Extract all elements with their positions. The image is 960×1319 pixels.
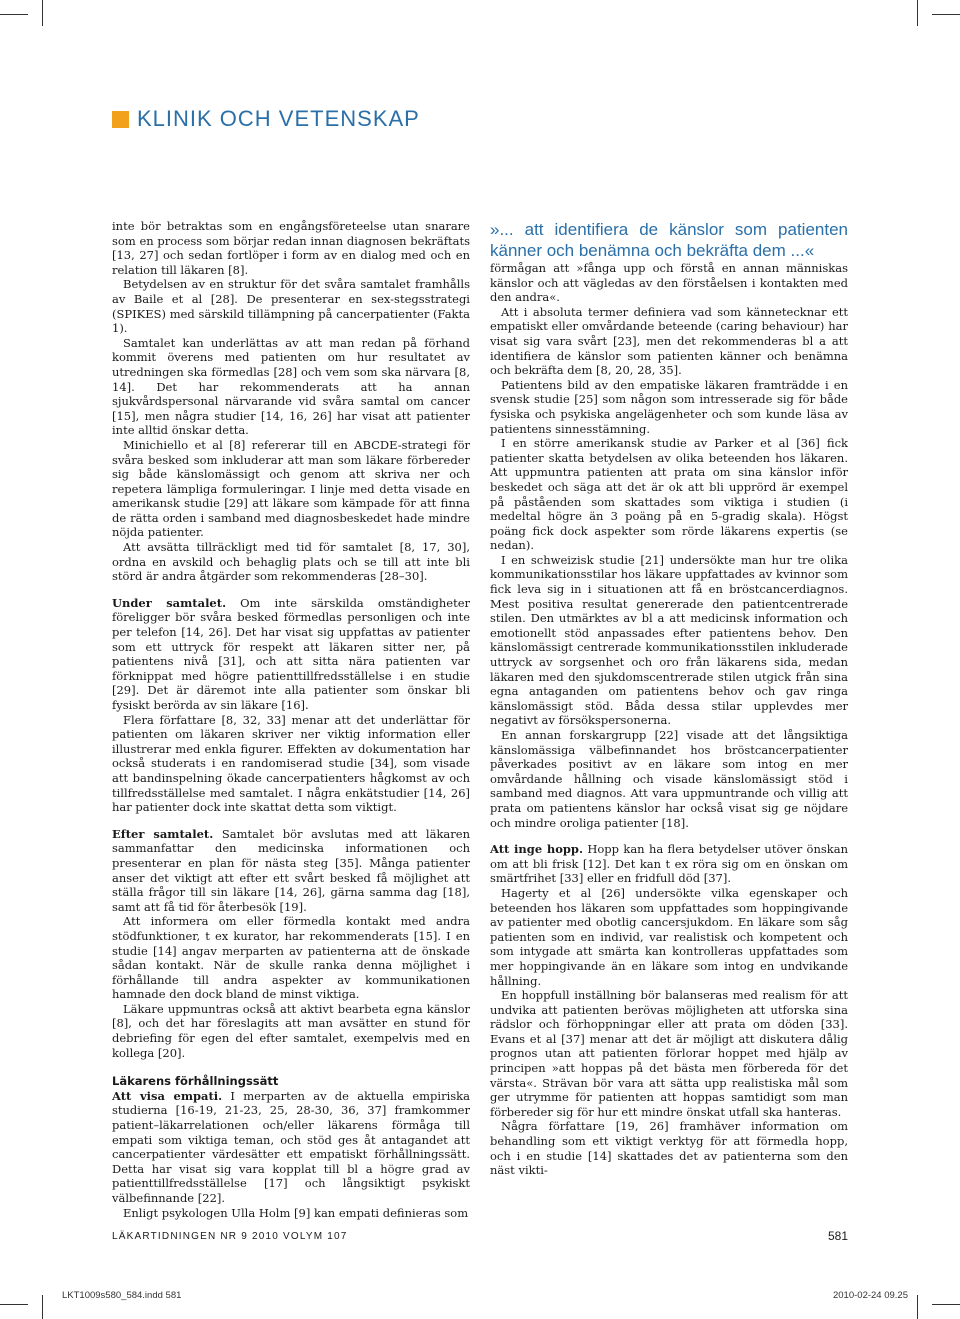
paragraph: Betydelsen av en struktur för det svåra samtalet framhålls av Baile et al [28]. De presenterar en sex-stegsstrategi (SPIKES) med särskild tillämpning på cancerpatienter (Fakta 1). (112, 277, 470, 336)
crop-mark (917, 1295, 918, 1319)
crop-mark (0, 1304, 28, 1305)
crop-mark (932, 14, 960, 15)
paragraph: Att i absoluta termer definiera vad som kännetecknar ett empatiskt eller omvårdande beteende (caring behaviour) har visat sig vara svårt [23], men det rekommenderas bl a att identifiera de känslor som patienten känner och benämna och bekräfta dem [8, 20, 28, 35]. (490, 304, 848, 378)
print-slug-date: 2010-02-24 09.25 (832, 1290, 908, 1301)
paragraph: förmågan att »fånga upp och förstå en annan människas känslor och att vägledas av den förståelsen i kontakten med den andra«. (490, 261, 848, 305)
paragraph: En hoppfull inställning bör balanseras med realism för att undvika att patienten berövas möjligheten att utforska sina rädslor och förhoppningar eller att prata om döden [33]. Evans et al [37] menar att det är möjligt att diskutera dålig prognos utan att patienten förlorar hoppet med hjälp av principen »att hoppas på det bästa men förbereda för det värsta«. Strävan bör vara att sätta upp realistiska mål som ger utrymme för patienten att hoppas samtidigt som man förbereder sig för hur ett mindre önskat utfall ska hanteras. (490, 988, 848, 1119)
paragraph: Några författare [19, 26] framhäver information om behandling som ett viktigt verktyg för att förmedla hopp, och i en studie [14] skattades det av patienterna som den näst vikti- (490, 1119, 848, 1178)
run-in-heading: Att visa empati. (112, 1088, 223, 1103)
paragraph: I en schweizisk studie [21] undersökte man hur tre olika kommunikationsstilar hos läkare uppfattades av kvinnor som fick leva sig in i situationen att få en bröstcancerdiagnos. Mest positiva resultat genererade den patientcentrerade stilen. Den utmärktes av bl a att medicinsk information och emotionellt stöd anpassades efter patientens behov. Den känslomässigt centrerade kommunikationsstilen inkluderade uttryck av sorgsenhet och oro från läkarens sida, medan läkaren med den sjukdomscentrerade stilen utgick från sina egna antaganden om patientens behov och gav ringa känslomässigt stöd. Båda dessa stilar upplevdes mer negativt av försökspersonerna. (490, 552, 848, 728)
right-column (490, 219, 848, 1178)
paragraph: I en större amerikansk studie av Parker et al [36] fick patienter skatta betydelsen av olika beteenden hos läkaren. Att uppmuntra patienten att prata om sina känslor inför beskedet och säga att det är ok att bli upprörd är exempel på påståenden som skattades som viktiga i studien (i medeltal högre än 3 poäng på en 5-gradig skala). Högst poäng fick dock aspekter som rörde läkarens expertis (se nedan). (490, 436, 848, 553)
paragraph: En annan forskargrupp [22] visade att det långsiktiga känslomässiga välbefinnandet hos bröstcancerpatienter påverkades positivt av en läkare som intog en mer omvårdande hållning och visade känslomässigt stöd i samband med diagnos. Att vara uppmuntrande och villig att prata om patientens känslor har också visat sig ge nöjdare och mindre oroliga patienter [18]. (490, 728, 848, 830)
crop-mark (42, 1295, 43, 1319)
run-in-heading: Efter samtalet. (112, 826, 214, 841)
left-column (112, 219, 470, 1220)
paragraph: Hagerty et al [26] undersökte vilka egenskaper och beteenden hos läkaren som uppfattades som hoppingivande av patienter med obotlig cancersjukdom. En läkare som såg patienten som en individ, var realistisk och kompetent och som intygade att smärta kan kontrolleras uppfattades som mer hoppingivande än en läkare som intog en undvikande hållning. (490, 885, 848, 988)
page-number: 581 (827, 1229, 848, 1243)
paragraph: Att visa empati. I merparten av de aktuella empiriska studierna [16-19, 21-23, 25, 28-30, 36, 37] framkommer patient–läkarrelationen och/eller läkarens förmåga till empati som viktiga teman, och stöd ges åt antagandet att cancerpatienter värdesätter ett empatiskt förhållningssätt. Detta har visat sig vara kopplat till bl a högre grad av patienttillfredsställelse [17] och långsiktigt psykiskt välbefinnande [22]. (112, 1088, 470, 1205)
paragraph: Läkare uppmuntras också att aktivt bearbeta egna känslor [8], och det har föreslagits att man avsätter en stund för debriefing för egen del efter samtalet, exempelvis med en kollega [20]. (112, 1001, 470, 1060)
crop-mark (42, 0, 43, 26)
paragraph: Enligt psykologen Ulla Holm [9] kan empati definieras som (123, 1205, 469, 1220)
subheading: Läkarens förhållningssätt (112, 1074, 279, 1089)
crop-mark (0, 14, 28, 15)
section-marker-square (112, 111, 129, 128)
paragraph: Samtalet kan underlättas av att man redan på förhand kommit överens med patienten om hur resultatet av utredningen ska förmedlas [28] och vem som ska närvara [8, 14]. Det har rekommenderats att ha annan sjukvårdspersonal närvarande vid svåra samtal om cancer [15], men några studier [14, 16, 26] har visat att patienter inte alltid önskar detta. (112, 335, 470, 438)
paragraph: Minichiello et al [8] refererar till en ABCDE-strategi för svåra besked som inkluderar att man som läkare förbereder sig både känslomässigt och genom att skriva ner och repetera lämpliga formuleringar. I linje med detta visade en amerikansk studie [29] att läkare som kämpade för att finna de rätta orden i samband med diagnosbeskedet hade mindre nöjda patienter. (112, 437, 470, 540)
paragraph: Att inge hopp. Hopp kan ha flera betydelser utöver önskan om att bli frisk [12]. Det kan t ex röra sig om en önskan om smärtfrihet [33] eller en fridfull död [37]. (490, 842, 849, 886)
paragraph: Under samtalet. Om inte särskilda omständigheter föreligger bör svåra besked förmedlas personligen och inte per telefon [14, 26]. Det har visat sig uppfattas av patienter som ett uttryck för respekt att läkaren sitter ner, på patientens nivå [31], och att sitta nära patienten var förknippat med högre patienttillfredsställelse i en studie [29]. Det är däremot inte alla patienter som önskar bli fysiskt berörda av sin läkare [16]. (112, 595, 470, 712)
run-in-heading: Under samtalet. (112, 595, 227, 610)
pull-quote: »... att identifiera de känslor som patienten känner och benämna och bekräfta dem ...« (490, 220, 848, 260)
run-in-heading: Att inge hopp. (490, 842, 583, 857)
paragraph: Efter samtalet. Samtalet bör avslutas med att läkaren sammanfattar den medicinska informationen och presenterar en plan för nästa steg [35]. Många patienter anser det viktigt att efter ett svårt besked få möjlighet att ställa frågor till sin läkare [14, 26], gärna samma dag [18], samt att få tid för återbesök [19]. (112, 826, 470, 914)
paragraph: Patientens bild av den empatiske läkaren framträdde i en svensk studie [25] som någon som intresserade sig för både fysiska och psykiska angelägenheter och som kunde läsa av patientens sinnesstämning. (490, 377, 848, 436)
section-header (112, 106, 420, 132)
crop-mark (917, 0, 918, 26)
paragraph: Flera författare [8, 32, 33] menar att det underlättar för patienten om läkaren skriver ner viktig information eller illustrerar med enkla figurer. Effekten av dokumentation har också studerats i en randomiserad studie [34], som visade att bandinspelning ökade cancerpatienters hågkomst av och tillfredsställelse med samtalet. I några enkätstudier [14, 26] har patienter dock inte skattat detta som viktigt. (112, 712, 470, 815)
print-slug-file: LKT1009s580_584.indd 581 (62, 1290, 182, 1301)
crop-mark (932, 1304, 960, 1305)
paragraph: Att informera om eller förmedla kontakt med andra stödfunktioner, t ex kurator, har rekommenderats [15]. I en studie [14] angav merparten av patienterna att de önskade sådan kontakt. När de skulle ranka denna möjlighet i förhållande till andra aspekter av kommunikationen hamnade den dock bland de minst viktiga. (112, 914, 470, 1002)
paragraph: Att avsätta tillräckligt med tid för samtalet [8, 17, 30], ordna en avskild och behaglig plats och se till att inte bli störd är andra åtgärder som rekommenderas [28–30]. (112, 540, 470, 584)
journal-footer: LÄKARTIDNINGEN NR 9 2010 VOLYM 107 (112, 1231, 348, 1242)
paragraph: inte bör betraktas som en engångsföreteelse utan snarare som en process som börjar redan innan diagnosen bekräftats [13, 27] och sedan fortlöper i form av en dialog med och en relation till läkaren [8]. (112, 219, 470, 277)
section-title: KLINIK OCH VETENSKAP (137, 106, 420, 131)
